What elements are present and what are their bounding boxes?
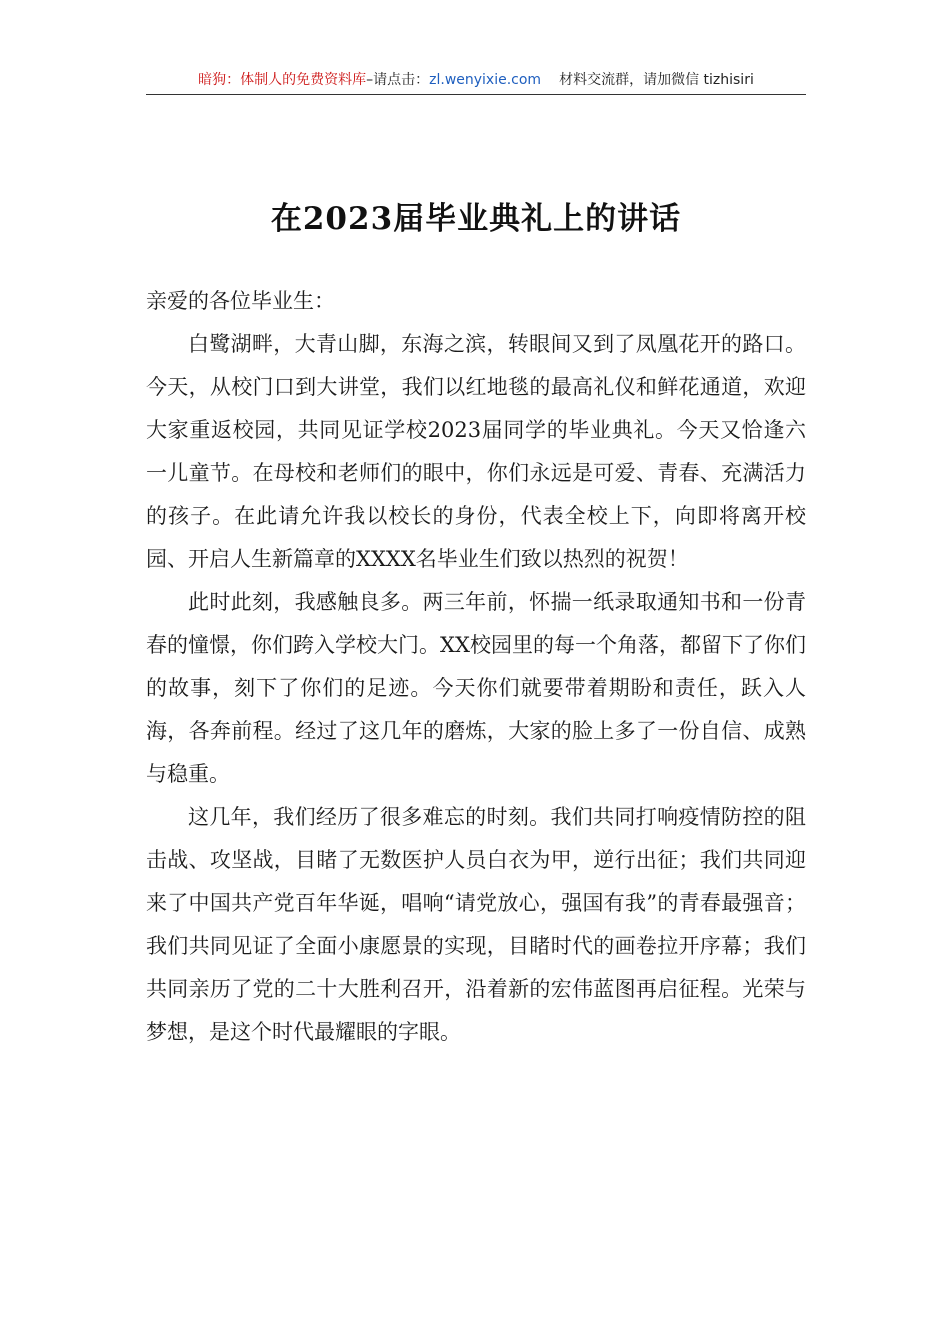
paragraph-3: 这几年，我们经历了很多难忘的时刻。我们共同打响疫情防控的阻击战、攻坚战，目睹了无数医护人员白衣为甲，逆行出征；我们共同迎来了中国共产党百年华诞，唱响“请党放心，强国有我”的青春最强音；我们共同见证了全面小康愿景的实现，目睹时代的画卷拉开序幕；我们共同亲历了党的二十大胜利召开，沿着新的宏伟蓝图再启征程。光荣与梦想，是这个时代最耀眼的字眼。 xyxy=(146,805,806,1044)
header-url-link[interactable]: zl.wenyixie.com xyxy=(429,72,542,88)
document-body xyxy=(146,280,806,1054)
salutation: 亲爱的各位毕业生： xyxy=(146,289,335,313)
header-click-text: –请点击： xyxy=(366,72,430,88)
page-header xyxy=(146,70,806,95)
document-title: 在2023届毕业典礼上的讲话 xyxy=(270,200,682,237)
paragraph-1: 白鹭湖畔，大青山脚，东海之滨，转眼间又到了凤凰花开的路口。今天，从校门口到大讲堂，我们以红地毯的最高礼仪和鲜花通道，欢迎大家重返校园，共同见证学校2023届同学的毕业典礼。今天又恰逢六一儿童节。在母校和老师们的眼中，你们永远是可爱、青春、充满活力的孩子。在此请允许我以校长的身份，代表全校上下，向即将离开校园、开启人生新篇章的XXXX名毕业生们致以热烈的祝贺！ xyxy=(146,332,806,571)
header-group-text: 材料交流群，请加微信 tizhisiri xyxy=(559,72,754,88)
paragraph-2: 此时此刻，我感触良多。两三年前，怀揣一纸录取通知书和一份青春的憧憬，你们跨入学校大门。XX校园里的每一个角落，都留下了你们的故事，刻下了你们的足迹。今天你们就要带着期盼和责任，跃入人海，各奔前程。经过了这几年的磨炼，大家的脸上多了一份自信、成熟与稳重。 xyxy=(146,590,806,786)
header-site-name: 暗狗：体制人的免费资料库 xyxy=(198,72,367,88)
